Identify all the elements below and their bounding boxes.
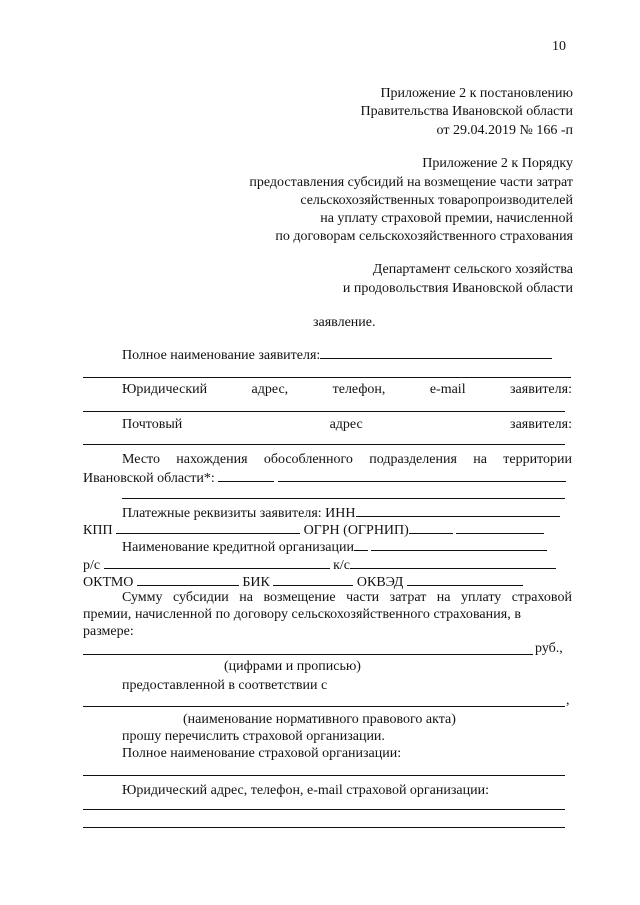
sum-text-1-word: на — [239, 590, 253, 605]
legal-address-word-3: телефон, — [332, 382, 386, 397]
postal-address-word-1: Почтовый — [122, 417, 183, 432]
kpp-label: КПП — [83, 523, 113, 538]
legal-address-word-5: заявителя: — [510, 382, 572, 397]
location-row-2 — [83, 467, 566, 487]
legal-address-word-2: адрес, — [251, 382, 289, 397]
digits-hint: (цифрами и прописью) — [224, 659, 361, 674]
sum-text-1-word: Сумму — [122, 590, 163, 605]
page-number: 10 — [552, 39, 566, 54]
legal-address-row — [122, 381, 572, 398]
full-name-label: Полное наименование заявителя: — [122, 348, 321, 363]
okved-field-b[interactable] — [461, 571, 523, 586]
header-line-5: предоставления субсидий на возмещение части затрат — [249, 175, 573, 190]
inn-field[interactable] — [356, 502, 560, 517]
postal-address-word-3: заявителя: — [510, 417, 572, 432]
header-line-1: Приложение 2 к постановлению — [380, 86, 573, 101]
ks-label: к/с — [333, 558, 351, 573]
bik-label: БИК — [242, 575, 270, 590]
header-line-2: Правительства Ивановской области — [360, 104, 573, 119]
sum-text-1-word: затрат — [389, 590, 427, 605]
postal-address-row — [122, 416, 572, 433]
okved-field-a[interactable] — [407, 571, 461, 586]
insurer-name-label: Полное наименование страховой организации: — [122, 746, 402, 761]
location-text-1-word: нахождения — [176, 452, 248, 467]
legal-address-word-1: Юридический — [122, 382, 208, 397]
act-name-field[interactable] — [83, 706, 565, 707]
doc-title: заявление. — [313, 315, 376, 330]
sum-text-1-word: возмещение — [263, 590, 336, 605]
act-comma: , — [566, 693, 570, 708]
sum-line-2: премии, начисленной по договору сельскохозяйственного страхования, в — [83, 607, 522, 622]
codes-row — [83, 571, 523, 591]
bank-field-a[interactable] — [354, 536, 368, 551]
bank-row — [122, 536, 547, 556]
full-name-line-2[interactable] — [83, 377, 571, 378]
location-field-line-2[interactable] — [122, 498, 565, 499]
header-line-10: и продовольствия Ивановской области — [342, 281, 573, 296]
header-line-3: от 29.04.2019 № 166 -п — [436, 123, 573, 138]
ogrn-label: ОГРН (ОГРНИП) — [303, 523, 409, 538]
rs-label: р/с — [83, 558, 101, 573]
sum-text-1-word: субсидии — [173, 590, 229, 605]
transfer-label: прошу перечислить страховой организации. — [122, 729, 385, 744]
insurer-address-label: Юридический адрес, телефон, e-mail страховой организации: — [122, 783, 489, 798]
insurer-address-field-2[interactable] — [83, 827, 565, 828]
header-line-6: сельскохозяйственных товаропроизводителей — [300, 193, 573, 208]
act-hint: (наименование нормативного правового акта) — [183, 712, 456, 727]
legal-address-word-4: e-mail — [429, 382, 466, 397]
header-line-7: на уплату страховой премии, начисленной — [320, 211, 573, 226]
location-field-b[interactable] — [278, 467, 566, 482]
bik-field[interactable] — [273, 571, 353, 586]
insurer-name-field[interactable] — [83, 775, 565, 776]
bank-label: Наименование кредитной организации — [122, 540, 354, 555]
location-line-1 — [122, 451, 572, 468]
postal-address-word-2: адрес — [329, 417, 363, 432]
ogrn-field-b[interactable] — [456, 519, 544, 534]
ogrn-field-a[interactable] — [409, 519, 453, 534]
payment-label: Платежные реквизиты заявителя: ИНН — [122, 506, 356, 521]
full-name-field[interactable] — [320, 344, 552, 359]
provided-label: предоставленной в соответствии с — [122, 678, 328, 693]
location-text-1-word: на — [473, 452, 487, 467]
location-field-a[interactable] — [218, 467, 274, 482]
header-line-4: Приложение 2 к Порядку — [422, 156, 573, 171]
header-line-9: Департамент сельского хозяйства — [372, 262, 573, 277]
sum-text-1-word: уплату — [461, 590, 502, 605]
location-text-1-word: Место — [122, 452, 160, 467]
okved-label: ОКВЭД — [356, 575, 404, 590]
ks-field-b[interactable] — [386, 554, 556, 569]
insurer-address-field-1[interactable] — [83, 809, 565, 810]
oktmo-label: ОКТМО — [83, 575, 134, 590]
header-line-8: по договорам сельскохозяйственного страхования — [275, 229, 573, 244]
sum-text-1-word: на — [436, 590, 451, 605]
sum-text-1-word: части — [346, 590, 380, 605]
full-name-row — [122, 344, 552, 364]
oktmo-field[interactable] — [137, 571, 239, 586]
location-text-1-word: территории — [503, 452, 572, 467]
postal-address-field[interactable] — [83, 444, 565, 445]
legal-address-field[interactable] — [83, 411, 565, 412]
ks-field-a[interactable] — [350, 554, 386, 569]
rs-field[interactable] — [104, 554, 330, 569]
location-text-1-word: подразделения — [369, 452, 457, 467]
sum-amount-field[interactable] — [83, 654, 533, 655]
kpp-field[interactable] — [116, 519, 300, 534]
location-label: Ивановской области*: — [83, 471, 215, 486]
location-text-1-word: обособленного — [263, 452, 353, 467]
rub-label: руб., — [535, 641, 563, 656]
sum-text-1-word: страховой — [511, 590, 572, 605]
sum-line-1 — [122, 589, 572, 606]
sum-line-3: размере: — [83, 624, 134, 639]
bank-field-b[interactable] — [371, 536, 547, 551]
